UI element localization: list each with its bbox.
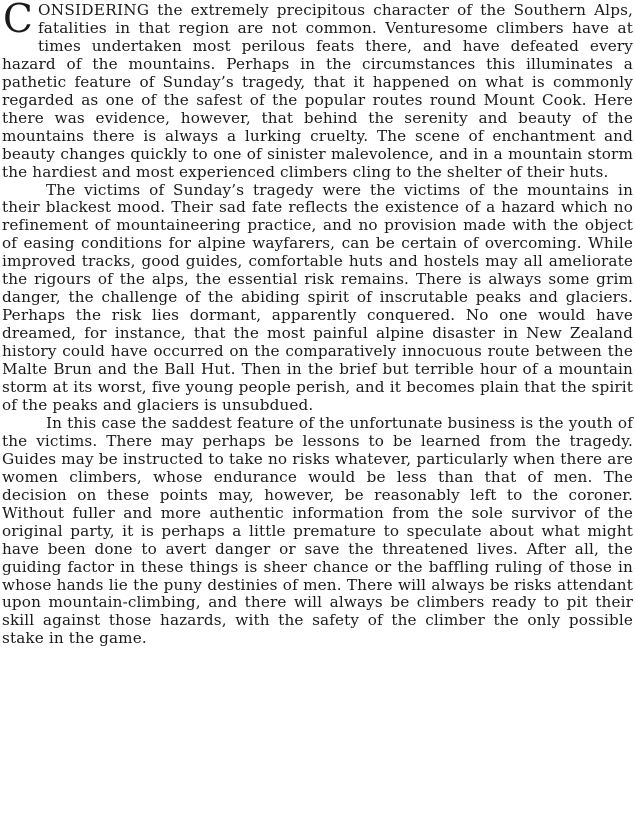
- paragraph-2-text: The victims of Sunday’s tragedy were the victims of the mountains in their blackest mood. Their sad fate reflects the existence of a hazard which no refinement of mountaineering practice, and no provision made with the object of easing conditions for alpine wayfarers, can be certain of overcoming. While improved tracks, good guides, comfortable huts and hostels may all ameliorate the rigours of the alps, the essential risk remains. There is always some grim danger, the challenge of the abiding spirit of inscrutable peaks and glaciers. Perhaps the risk lies dormant, apparently conquered. No one would have dreamed, for instance, that the most painful alpine disaster in New Zealand history could have occurred on the comparatively innocuous route between the Malte Brun and the Ball Hut. Then in the brief but terrible hour of a mountain storm at its worst, five young people perish, and it becomes plain that the spirit of the peaks and glaciers is unsubdued.: [2, 180, 633, 414]
- article-paragraph-1: [2, 2, 633, 182]
- drop-cap-letter: C: [3, 0, 33, 42]
- paragraph-3-text: In this case the saddest feature of the unfortunate business is the youth of the victims. There may perhaps be lessons to be learned from the tragedy. Guides may be instructed to take no risks whatever, particularly when there are women climbers, whose endurance would be less than that of men. The decision on these points may, however, be reasonably left to the coroner. Without fuller and more authentic information from the sole survivor of the original party, it is perhaps a little premature to speculate about what might have been done to avert danger or save the threatened lives. After all, the guiding factor in these things is sheer chance or the baffling ruling of those in whose hands lie the puny destinies of men. There will always be risks attendant upon mountain-climbing, and there will always be climbers ready to pit their skill against those hazards, with the safety of the climber the only possible stake in the game.: [2, 413, 633, 648]
- newspaper-article: [2, 2, 633, 648]
- article-paragraph-2: [2, 182, 633, 415]
- article-paragraph-3: [2, 415, 633, 648]
- lead-in-word: ONSIDERING: [38, 1, 150, 19]
- paragraph-1-text: the extremely precipitous character of the Southern Alps, fatalities in that region are not common. Venturesome climbers have at times undertaken most perilous feats there, and have defeated every hazard of the mountains. Perhaps in the circumstances this illuminates a pathetic feature of Sunday’s tragedy, that it happened on what is commonly regarded as one of the safest of the popular routes round Mount Cook. Here there was evidence, however, that behind the serenity and beauty of the mountains there is always a lurking cruelty. The scene of enchantment and beauty changes quickly to one of sinister malevolence, and in a mountain storm the hardiest and most experienced climbers cling to the shelter of their huts.: [2, 1, 633, 181]
